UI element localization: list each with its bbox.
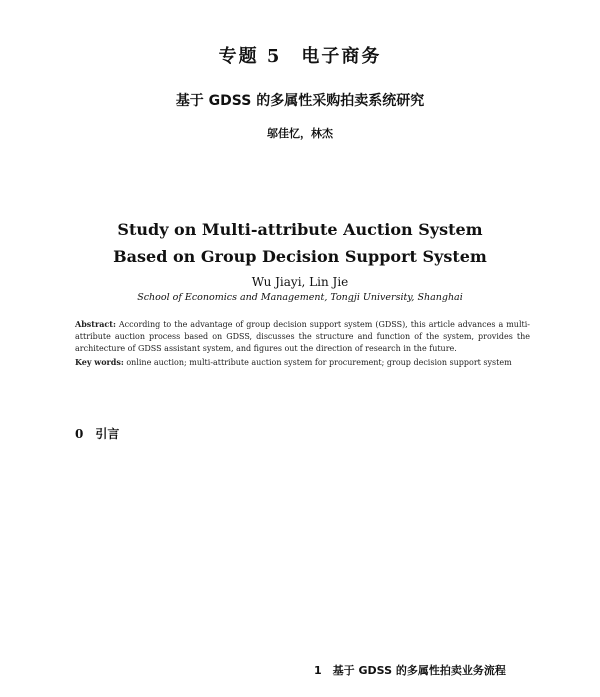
english-title (0, 216, 600, 270)
english-affiliation: School of Economics and Management, Tongji University, Shanghai (137, 292, 463, 303)
abstract-label: Abstract: (75, 319, 116, 329)
intro-section-heading: 0 引言 (75, 427, 120, 441)
chinese-title: 基于 GDSS 的多属性采购拍卖系统研究 (175, 93, 425, 109)
section-1-heading: 1 基于 GDSS 的多属性拍卖业务流程 (314, 664, 506, 677)
keywords-text: online auction; multi-attribute auction system for procurement; group decision support system (126, 358, 512, 367)
english-title-line-1: Study on Multi-attribute Auction System (117, 220, 483, 239)
keywords-label: Key words: (75, 357, 124, 367)
english-title-line-2: Based on Group Decision Support System (113, 247, 487, 266)
english-keywords (75, 356, 530, 369)
english-abstract (75, 318, 530, 355)
special-topic-heading: 专题 5 电子商务 (218, 46, 382, 67)
chinese-authors: 邬佳忆，林杰 (267, 127, 333, 140)
abstract-text: According to the advantage of group decision support system (GDSS), this article advances a multi-attribute auction process based on GDSS, discusses the structure and function of the system, provides the architecture of GDSS assistant system, and figures out the direction of research in the future. (75, 320, 530, 353)
english-authors: Wu Jiayi, Lin Jie (251, 275, 349, 289)
